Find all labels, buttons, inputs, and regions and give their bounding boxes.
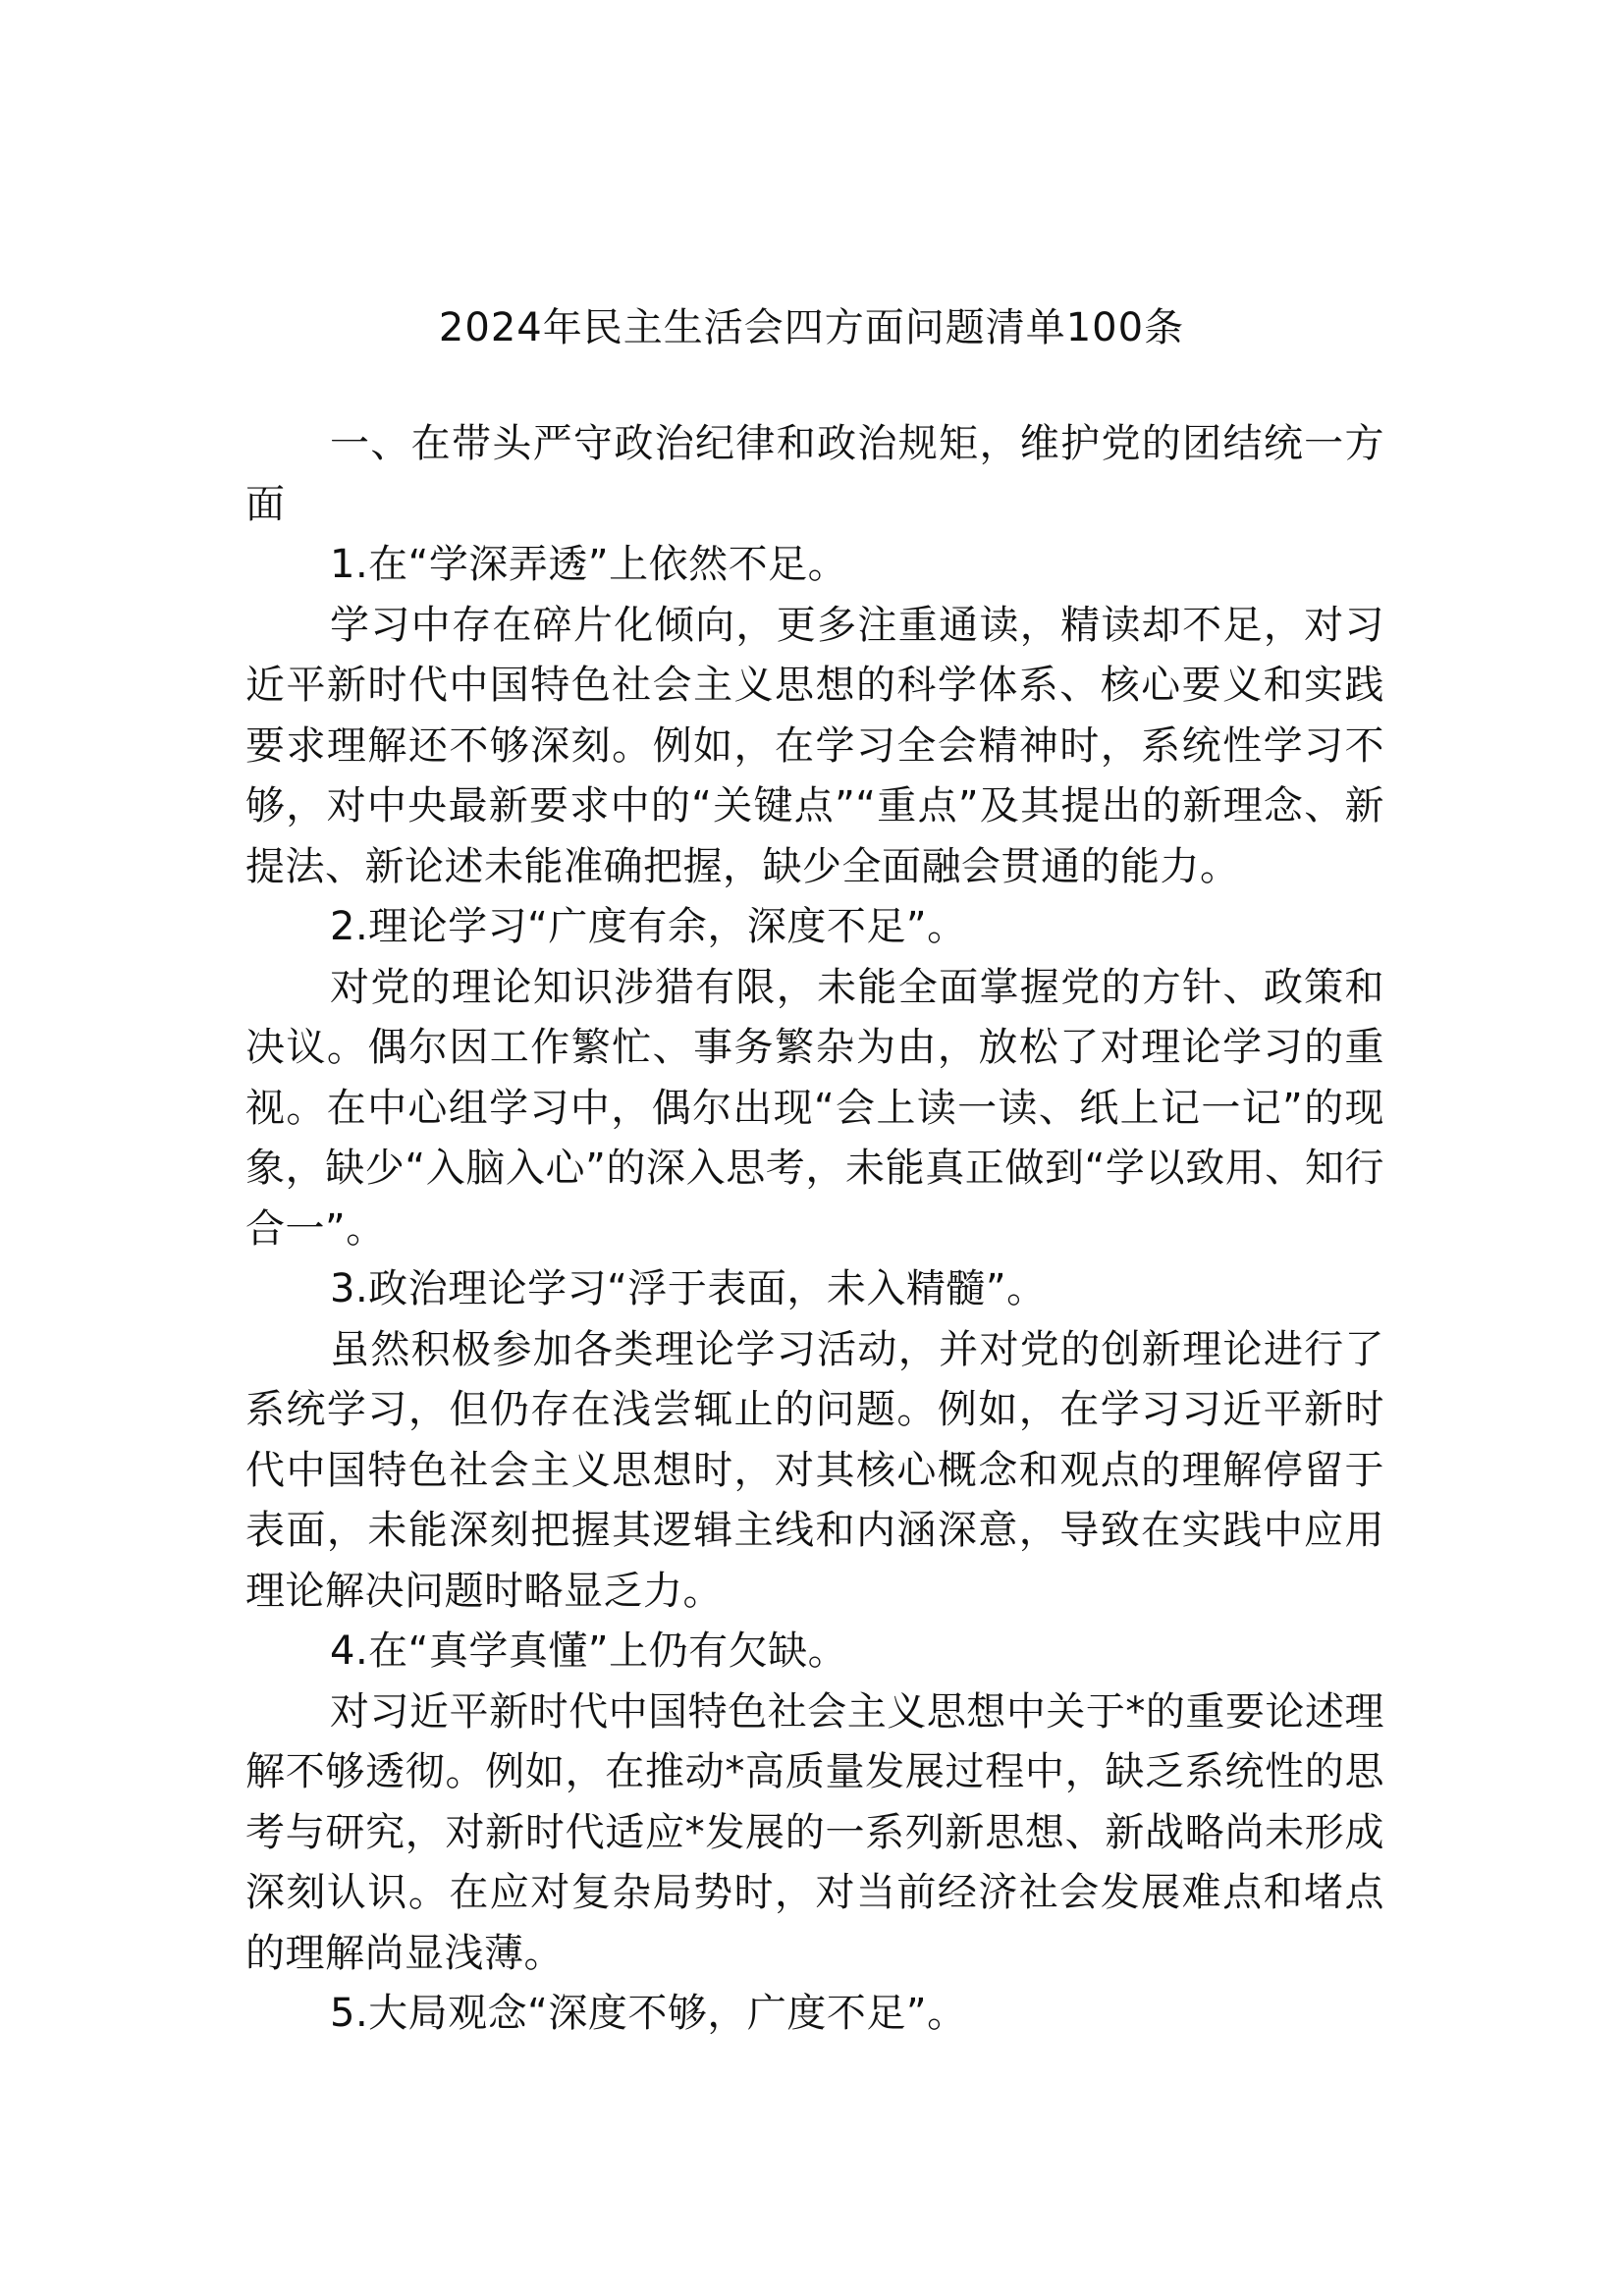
document-title: 2024年民主生活会四方面问题清单100条 — [438, 305, 1185, 350]
section-heading: 一、在带头严守政治纪律和政治规矩，维护党的团结统一方面 — [245, 421, 1384, 527]
item-heading: 4.在“真学真懂”上仍有欠缺。 — [330, 1629, 848, 1674]
item-paragraph: 虽然积极参加各类理论学习活动，并对党的创新理论进行了系统学习，但仍存在浅尝辄止的问题。例如，在学习习近平新时代中国特色社会主义思想时，对其核心概念和观点的理解停留于表面，未能深刻把握其逻辑主线和内涵深意，导致在实践中应用理论解决问题时略显乏力。 — [245, 1326, 1384, 1614]
item-paragraph: 对党的理论知识涉猎有限，未能全面掌握党的方针、政策和决议。偶尔因工作繁忙、事务繁杂为由，放松了对理论学习的重视。在中心组学习中，偶尔出现“会上读一读、纸上记一记”的现象，缺少“入脑入心”的深入思考，未能真正做到“学以致用、知行合一”。 — [245, 964, 1384, 1252]
item-paragraph: 学习中存在碎片化倾向，更多注重通读，精读却不足，对习近平新时代中国特色社会主义思想的科学体系、核心要义和实践要求理解还不够深刻。例如，在学习全会精神时，系统性学习不够，对中央最新要求中的“关键点”“重点”及其提出的新理念、新提法、新论述未能准确把握，缺少全面融会贯通的能力。 — [245, 602, 1384, 889]
document-body — [245, 414, 1384, 2045]
item-paragraph: 对习近平新时代中国特色社会主义思想中关于*的重要论述理解不够透彻。例如，在推动*高质量发展过程中，缺乏系统性的思考与研究，对新时代适应*发展的一系列新思想、新战略尚未形成深刻认识。在应对复杂局势时，对当前经济社会发展难点和堵点的理解尚显浅薄。 — [245, 1688, 1384, 1976]
item-heading: 2.理论学习“广度有余，深度不足”。 — [330, 904, 967, 949]
item-heading: 5.大局观念“深度不够，广度不足”。 — [330, 1991, 967, 2036]
item-heading: 3.政治理论学习“浮于表面，未入精髓”。 — [330, 1266, 1047, 1311]
item-heading: 1.在“学深弄透”上依然不足。 — [330, 542, 848, 587]
